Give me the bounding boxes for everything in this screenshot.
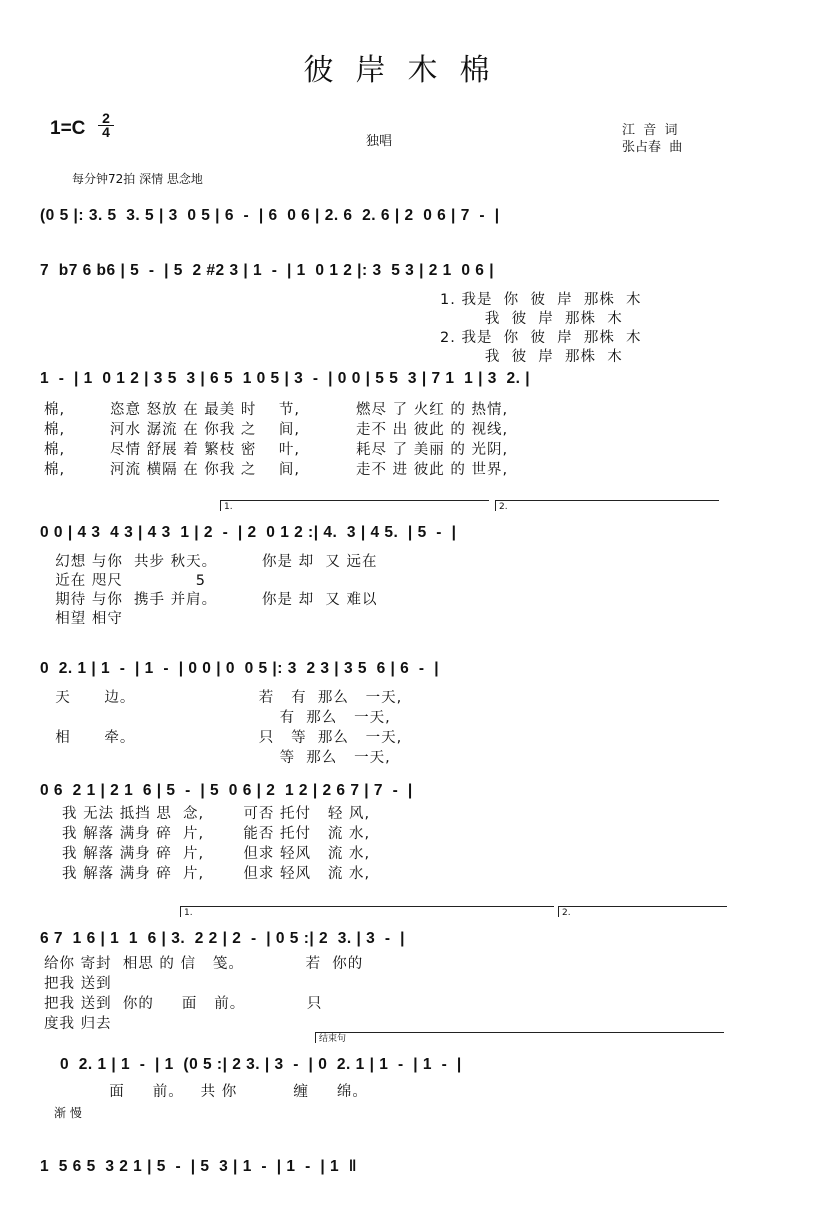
notes: 0 2. 1 | 1 - | 1 (0 5 :| 2 3. | 3 - | 0 2. 1 | 1 - | 1 - | (60, 1056, 462, 1073)
notes: 0 0 | 4 3 4 3 | 4 3 1 | 2 - | 2 0 1 2 :| 4. 3 | 4 5. | 5 - | (40, 524, 457, 541)
system-1 (0, 207, 815, 267)
notes: 0 2. 1 | 1 - | 1 - | 0 0 | 0 0 5 |: 3 2 3 | 3 5 6 | 6 - | (40, 660, 440, 677)
lyric-line: 2. 我是 你 彼 岸 那株 木 (440, 330, 642, 346)
time-signature (98, 112, 114, 139)
lyric-line: 1. 我是 你 彼 岸 那株 木 (440, 292, 642, 308)
time-signature-top: 2 (102, 110, 110, 126)
lyric-line: 我 无法 抵挡 思 念, 可否 托付 轻 风, (62, 806, 371, 822)
notes: 0 6 2 1 | 2 1 6 | 5 - | 5 0 6 | 2 1 2 | 2 6 7 | 7 - | (40, 782, 413, 799)
notes: 1 - | 1 0 1 2 | 3 5 3 | 6 5 1 0 5 | 3 - | 0 0 | 5 5 3 | 7 1 1 | 3 2. | (40, 370, 531, 387)
notes: 7 b7 6 b6 | 5 - | 5 2 #2 3 | 1 - | 1 0 1 2 |: 3 5 3 | 2 1 0 6 | (40, 262, 495, 279)
song-title: 彼岸木棉 (303, 53, 512, 88)
lyric-line: 度我 归去 (44, 1016, 112, 1032)
lyric-line: 我 彼 岸 那株 木 (440, 311, 623, 327)
system-3 (0, 370, 815, 478)
lyric-line: 棉, 河水 潺流 在 你我 之 间, 走不 出 彼此 的 视线, (44, 422, 509, 438)
lyric-line: 面 前。 共 你 缠 绵。 (70, 1084, 368, 1100)
credits (622, 122, 682, 156)
lyric-line: 把我 送到 (44, 976, 112, 992)
lyric-line: 我 解落 满身 碎 片, 但求 轻风 流 水, (62, 846, 371, 862)
system-4 (0, 524, 815, 627)
lyric-line: 我 彼 岸 那株 木 (440, 349, 623, 365)
volta-1: 1. (180, 906, 554, 917)
lyric-line: 近在 咫尺 5 (44, 573, 206, 589)
lyric-line: 期待 与你 携手 并肩。 你是 却 又 难以 (44, 592, 378, 608)
key-signature: 1=C (50, 118, 86, 139)
volta-1: 1. (220, 500, 489, 511)
system-8 (0, 1056, 815, 1120)
notes: (0 5 |: 3. 5 3. 5 | 3 0 5 | 6 - | 6 0 6 | 2. 6 2. 6 | 2 0 6 | 7 - | (40, 207, 500, 224)
lyric-line: 给你 寄封 相思 的 信 笺。 若 你的 (44, 956, 364, 972)
expression-marking: 渐 慢 (54, 1106, 82, 1120)
volta-2: 2. (495, 500, 719, 511)
lyric-line: 相望 相守 (44, 611, 123, 627)
lyric-line: 棉, 尽情 舒展 着 繁枝 密 叶, 耗尽 了 美丽 的 光阴, (44, 442, 509, 458)
lyric-line: 把我 送到 你的 面 前。 只 (44, 996, 323, 1012)
lyric-line: 棉, 恣意 怒放 在 最美 时 节, 燃尽 了 火红 的 热情, (44, 402, 509, 418)
lyric-line: 有 那么 一天, (44, 710, 391, 726)
system-5 (0, 660, 815, 766)
volta-2: 2. (558, 906, 727, 917)
notes: 1 5 6 5 3 2 1 | 5 - | 5 3 | 1 - | 1 - | 1 ‖ (40, 1158, 357, 1175)
performance-type: 独唱 (366, 134, 393, 149)
lyric-line: 相 牵。 只 等 那么 一天, (44, 730, 403, 746)
system-9 (0, 1158, 815, 1218)
system-6 (0, 782, 815, 882)
notes: 6 7 1 6 | 1 1 6 | 3. 2 2 | 2 - | 0 5 :| 2 3. | 3 - | (40, 930, 405, 947)
ending-bracket: 结束句 (315, 1032, 724, 1043)
system-2 (0, 262, 815, 365)
lyricist: 江 音 词 (622, 123, 678, 138)
lyric-line: 棉, 河流 横隔 在 你我 之 间, 走不 进 彼此 的 世界, (44, 462, 509, 478)
lyric-line: 我 解落 满身 碎 片, 能否 托付 流 水, (62, 826, 371, 842)
lyric-line: 幻想 与你 共步 秋天。 你是 却 又 远在 (44, 554, 378, 570)
lyric-line: 等 那么 一天, (44, 750, 391, 766)
tempo-marking: 每分钟72拍 深情 思念地 (72, 172, 203, 186)
composer: 张占春 曲 (622, 140, 683, 155)
time-signature-bottom: 4 (102, 124, 110, 140)
lyric-line: 我 解落 满身 碎 片, 但求 轻风 流 水, (62, 866, 371, 882)
lyric-line: 天 边。 若 有 那么 一天, (44, 690, 403, 706)
system-7 (0, 930, 815, 1032)
